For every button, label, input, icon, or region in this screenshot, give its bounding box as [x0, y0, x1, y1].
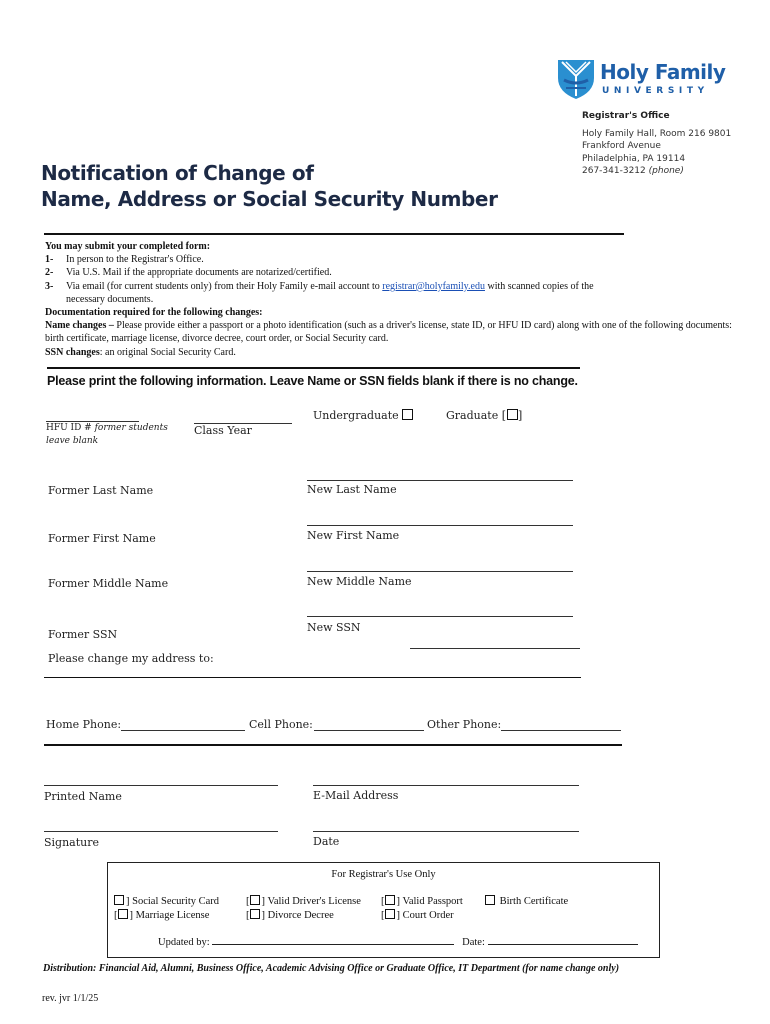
date-label: Date — [313, 835, 340, 848]
signature-field[interactable] — [44, 831, 278, 832]
instructions-heading: You may submit your completed form: — [45, 241, 211, 252]
phone-number: 267-341-3212 — [582, 166, 646, 176]
new-last-name-field[interactable] — [307, 480, 573, 481]
registrar-title: Registrar's Office — [582, 111, 670, 121]
ml-checkbox[interactable] — [118, 909, 128, 919]
dd-label: Divorce Decree — [267, 910, 334, 921]
new-ssn-label: New SSN — [307, 621, 361, 634]
revision-note: rev. jvr 1/1/25 — [42, 993, 99, 1004]
title-line-1: Notification of Change of — [41, 161, 314, 185]
item-text — [66, 280, 594, 306]
registrar-address — [582, 110, 731, 178]
item-number: 1- — [45, 254, 54, 266]
item3-post: with scanned copies of the — [484, 280, 594, 292]
registrar-email-link[interactable]: registrar@holyfamily.edu — [382, 280, 485, 292]
item3-cont: necessary documents. — [66, 293, 154, 305]
logo-name: Holy Family — [600, 60, 726, 84]
new-middle-name-field[interactable] — [307, 571, 573, 572]
vp-option: [ ] Valid Passport — [381, 896, 463, 907]
former-last-name-label: Former Last Name — [48, 484, 154, 497]
new-ssn-field[interactable] — [307, 616, 573, 617]
university-logo — [556, 56, 726, 100]
item-number: 3- — [45, 280, 54, 292]
former-middle-name-label: Former Middle Name — [48, 577, 169, 590]
ml-label: Marriage License — [135, 910, 210, 921]
registrar-phone — [582, 165, 731, 178]
hfu-id-note-2: leave blank — [46, 436, 99, 446]
undergraduate-option — [313, 409, 413, 422]
ssc-checkbox[interactable] — [114, 895, 124, 905]
logo-university: UNIVERSITY — [602, 86, 709, 96]
vdl-checkbox[interactable] — [250, 895, 260, 905]
bc-checkbox[interactable] — [485, 895, 495, 905]
hfu-id-label — [46, 422, 168, 448]
phone-note: (phone) — [648, 166, 684, 176]
undergraduate-label: Undergraduate — [313, 409, 399, 422]
registrar-use-box — [107, 862, 660, 958]
name-changes-body: Please provide either a passport or a photo identification (such as a driver's license, state ID, or HFU ID card) along with one of the following documents: birth certificate, marriage license, divorce decree, court order, or Social Security card. — [45, 320, 732, 345]
updated-by-label: Updated by: — [158, 937, 210, 948]
vp-label: Valid Passport — [402, 896, 463, 907]
vdl-label: Valid Driver's License — [267, 896, 361, 907]
title-divider — [44, 233, 624, 235]
ssn-changes-label: SSN changes — [45, 346, 100, 358]
updated-by-row — [158, 935, 638, 948]
printed-name-field[interactable] — [44, 785, 278, 786]
address-line-2: Frankford Avenue — [582, 141, 661, 151]
new-ssn-entry-line[interactable] — [410, 648, 580, 649]
title-line-2: Name, Address or Social Security Number — [41, 187, 498, 211]
item-number: 2- — [45, 267, 54, 279]
address-line-1: Holy Family Hall, Room 216 9801 — [582, 128, 732, 139]
bc-label: Birth Certificate — [499, 896, 569, 907]
submission-instructions — [45, 240, 735, 359]
name-changes-text — [45, 319, 735, 345]
bc-option — [485, 895, 568, 907]
cell-phone-field[interactable] — [314, 730, 424, 731]
hfu-id-text: HFU ID # — [46, 423, 92, 433]
list-item — [45, 266, 735, 279]
printed-name-label: Printed Name — [44, 790, 122, 803]
graduate-option: Graduate [ ] — [446, 409, 523, 422]
item-text: In person to the Registrar's Office. — [66, 254, 204, 266]
ssc-option: ] Social Security Card — [114, 895, 219, 907]
graduate-label: Graduate [ — [446, 409, 507, 422]
new-middle-name-label: New Middle Name — [307, 575, 412, 588]
class-year-label: Class Year — [194, 424, 252, 437]
vp-checkbox[interactable] — [385, 895, 395, 905]
name-changes-label: Name changes – — [45, 320, 114, 332]
vdl-option: [ ] Valid Driver's License — [246, 896, 361, 907]
address-field[interactable] — [44, 677, 581, 678]
co-checkbox[interactable] — [385, 909, 395, 919]
ssn-changes-body: : an original Social Security Card. — [99, 346, 236, 358]
cell-phone-label: Cell Phone: — [249, 718, 313, 731]
other-phone-field[interactable] — [501, 730, 621, 731]
dd-option: [ ] Divorce Decree — [246, 910, 334, 921]
former-first-name-label: Former First Name — [48, 532, 156, 545]
list-item — [45, 280, 735, 306]
address-line-3: Philadelphia, PA 19114 — [582, 153, 686, 164]
new-first-name-field[interactable] — [307, 525, 573, 526]
documentation-heading: Documentation required for the following changes: — [45, 307, 263, 319]
email-label: E-Mail Address — [313, 789, 399, 802]
signature-label: Signature — [44, 836, 100, 849]
graduate-checkbox[interactable] — [507, 409, 518, 420]
list-item — [45, 253, 735, 266]
undergraduate-checkbox[interactable] — [402, 409, 413, 420]
other-phone-label: Other Phone: — [427, 718, 502, 731]
new-first-name-label: New First Name — [307, 529, 400, 542]
item3-pre: Via email (for current students only) from their Holy Family e-mail account to — [66, 280, 383, 292]
date-field[interactable] — [313, 831, 579, 832]
registrar-use-heading: For Registrar's Use Only — [331, 869, 436, 880]
registrar-date-label: Date: — [462, 937, 485, 948]
phone-divider — [44, 744, 622, 746]
co-option: [ ] Court Order — [381, 910, 454, 921]
address-label: Please change my address to: — [48, 652, 214, 665]
registrar-date-field[interactable] — [488, 935, 638, 945]
updated-by-field[interactable] — [212, 935, 454, 945]
distribution-note: Distribution: Financial Aid, Alumni, Business Office, Academic Advising Office or Graduate Office, IT Department (for name change only) — [43, 963, 620, 974]
ssc-label: Social Security Card — [132, 896, 220, 907]
co-label: Court Order — [402, 910, 454, 921]
item-text: Via U.S. Mail if the appropriate documents are notarized/certified. — [66, 267, 332, 279]
home-phone-field[interactable] — [121, 730, 245, 731]
instructions-divider — [47, 367, 580, 369]
shield-logo-icon — [556, 56, 596, 100]
new-last-name-label: New Last Name — [307, 483, 397, 496]
email-field[interactable] — [313, 785, 579, 786]
home-phone-label: Home Phone: — [46, 718, 122, 731]
ssn-changes-text — [45, 346, 735, 359]
former-ssn-label: Former SSN — [48, 628, 118, 641]
hfu-id-note: former students — [94, 423, 168, 433]
dd-checkbox[interactable] — [250, 909, 260, 919]
page-title — [41, 160, 498, 212]
ml-option: [ ] Marriage License — [114, 910, 210, 921]
print-instructions: Please print the following information. Leave Name or SSN fields blank if there is no change. — [47, 374, 578, 388]
